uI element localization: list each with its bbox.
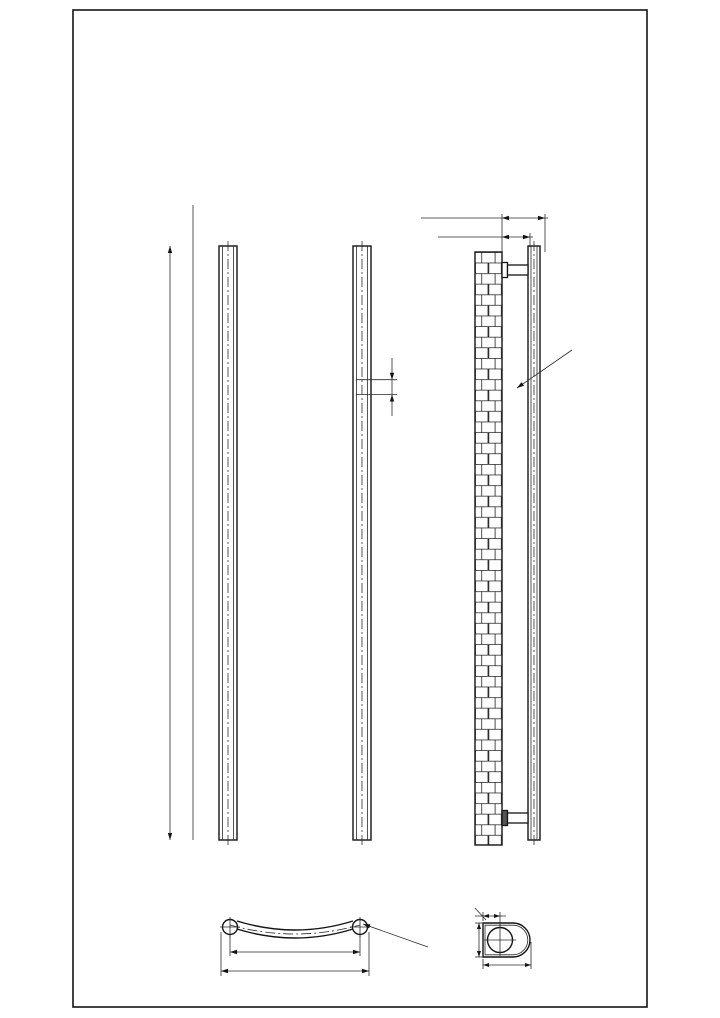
wall-bracket-bottom — [502, 811, 528, 826]
wall-bracket-top — [502, 263, 528, 278]
drawing-border — [73, 10, 647, 1007]
wall-section — [475, 252, 502, 845]
